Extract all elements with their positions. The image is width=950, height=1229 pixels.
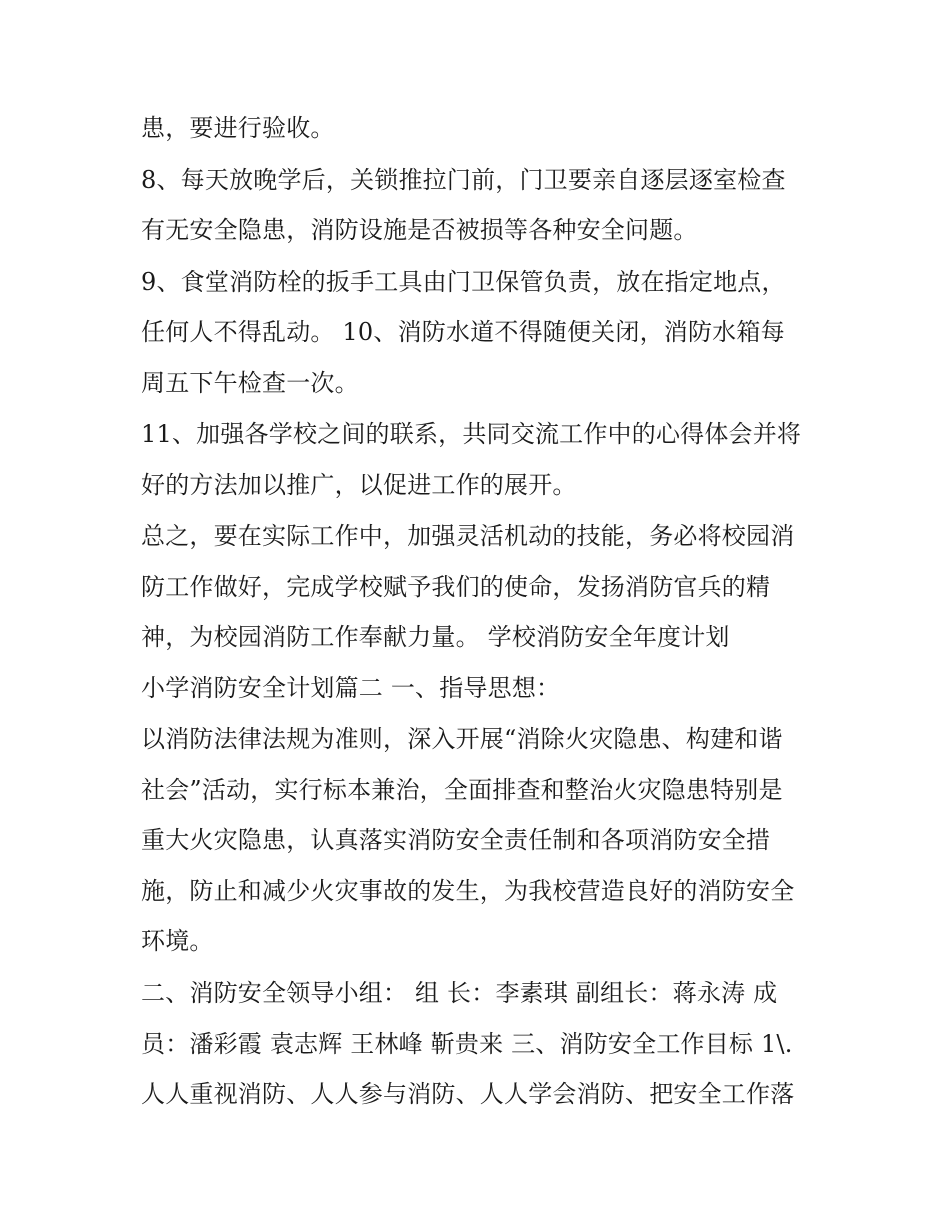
text-line-13: 以消防法律法规为准则，深入开展“消除火灾隐患、构建和谐	[141, 725, 783, 753]
text-line-19: 员：潘彩霞 袁志辉 王林峰 靳贵来 三、消防安全工作目标 1\.	[141, 1030, 793, 1058]
text-line-6: 周五下午检查一次。	[141, 369, 359, 397]
text-line-3: 有无安全隐患，消防设施是否被损等各种安全问题。	[141, 216, 698, 244]
text-line-12: 小学消防安全计划篇二 一、指导思想：	[141, 674, 561, 702]
text-line-2: 8、每天放晚学后，关锁推拉门前，门卫要亲自逐层逐室检查	[141, 166, 786, 194]
text-line-5: 任何人不得乱动。 10、消防水道不得随便关闭，消防水箱每	[141, 318, 785, 346]
text-line-1: 患，要进行验收。	[141, 114, 335, 142]
text-line-9: 总之，要在实际工作中，加强灵活机动的技能，务必将校园消	[141, 522, 795, 550]
text-line-7: 11、加强各学校之间的联系，共同交流工作中的心得体会并将	[141, 420, 802, 448]
text-line-14: 社会”活动，实行标本兼治，全面排查和整治火灾隐患特别是	[141, 776, 783, 804]
text-line-10: 防工作做好，完成学校赋予我们的使命，发扬消防官兵的精	[141, 573, 771, 601]
text-line-18: 二、消防安全领导小组： 组 长：李素琪 副组长：蒋永涛 成	[141, 979, 778, 1007]
text-line-15: 重大火灾隐患，认真落实消防安全责任制和各项消防安全措	[141, 826, 771, 854]
text-line-4: 9、食堂消防栓的扳手工具由门卫保管负责，放在指定地点，	[141, 268, 786, 296]
text-line-8: 好的方法加以推广，以促进工作的展开。	[141, 471, 577, 499]
text-line-16: 施，防止和减少火灾事故的发生，为我校营造良好的消防安全	[141, 877, 795, 905]
text-line-20: 人人重视消防、人人参与消防、人人学会消防、把安全工作落	[141, 1080, 795, 1108]
text-line-11: 神，为校园消防工作奉献力量。 学校消防安全年度计划	[141, 623, 730, 651]
text-line-17: 环境。	[141, 927, 214, 955]
